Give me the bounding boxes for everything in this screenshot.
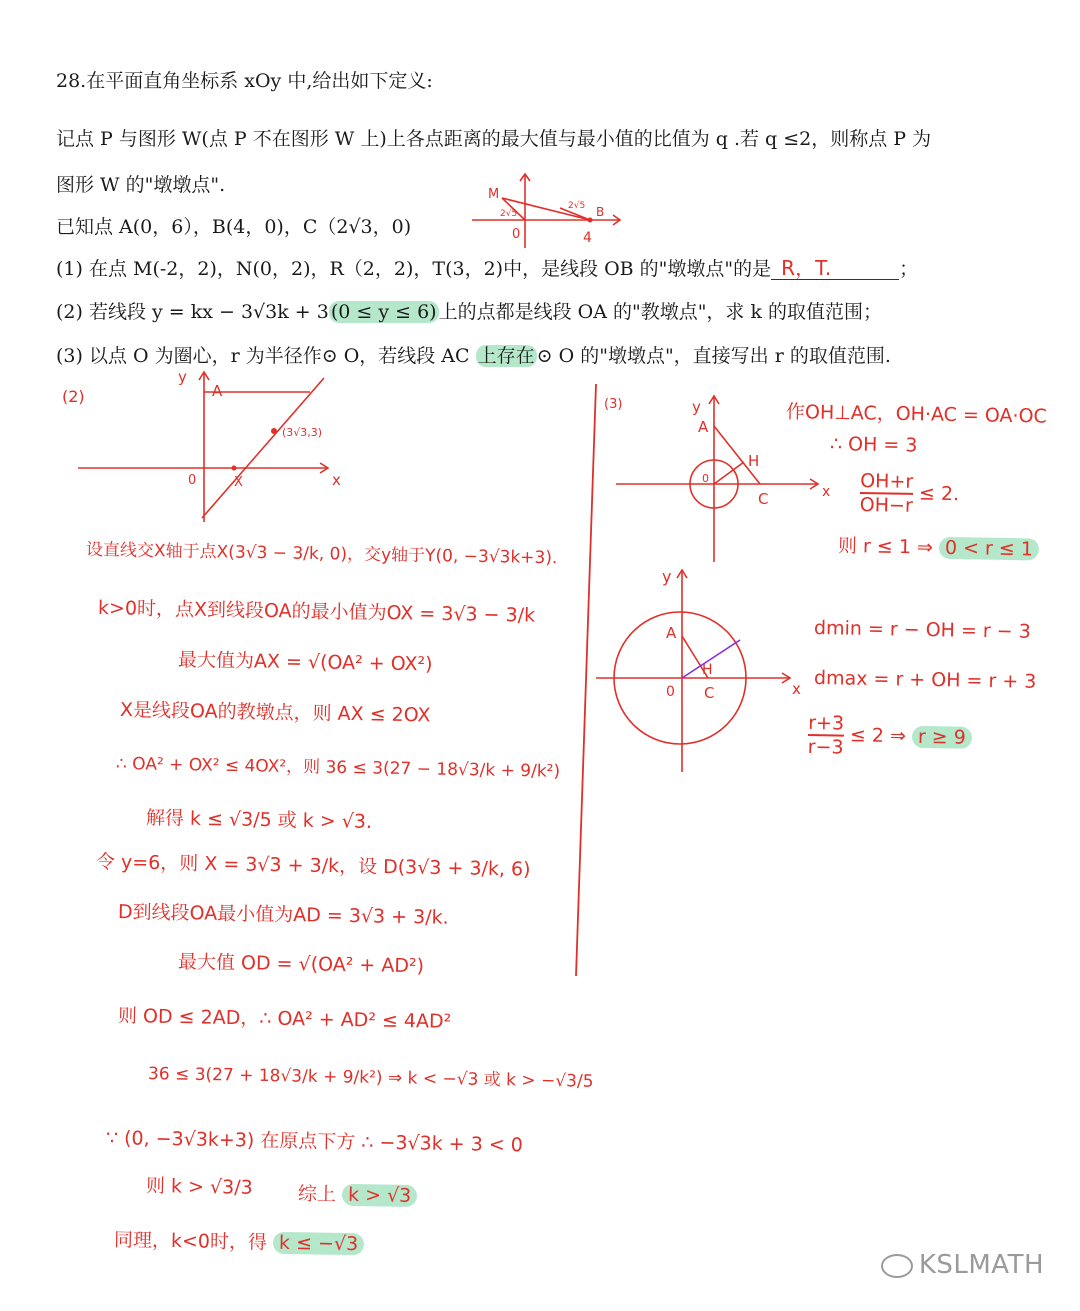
- q3a-label-a: A: [698, 418, 709, 436]
- sol-left-line-13: 则 k > √3/3: [145, 1175, 253, 1199]
- sol-right-answer-1: 0 < r ≤ 1: [939, 537, 1039, 561]
- sol-left-line-8: D到线段OA最小值为AD = 3√3 + 3/k.: [117, 901, 449, 929]
- sol-left-conclusion: [298, 1182, 418, 1208]
- sol-right-fraction-2: [808, 712, 973, 761]
- sol-right-frac-1: [860, 470, 914, 517]
- q3b-label-origin: 0: [666, 684, 675, 700]
- q3-suffix: ⊙ O 的"墩墩点"，直接写出 r 的取值范围.: [536, 345, 891, 367]
- divider-line: [576, 384, 596, 976]
- watermark: [881, 1250, 1044, 1280]
- sol-right-fraction-1: [860, 470, 960, 518]
- sol-left-negative-label: 同理，k<0时，得: [113, 1229, 268, 1254]
- sol-right-frac-2-ineq: ≤ 2 ⇒: [849, 724, 907, 748]
- sol-left-negative-case: [114, 1228, 365, 1256]
- sol-left-line-9: 最大值 OD = √(OA² + AD²): [177, 951, 425, 978]
- sol-left-conclusion-label: 综上: [297, 1183, 337, 1206]
- sol-right-frac-2-den: r−3: [807, 735, 844, 759]
- fig1-label-2sqrt5-a: 2√5: [500, 209, 518, 219]
- sol-left-answer-2: k ≤ −√3: [273, 1232, 364, 1256]
- q3a-label-x: x: [822, 484, 831, 500]
- sol-right-frac-1-den: OH−r: [859, 493, 913, 517]
- sol-left-line-4: X是线段OA的教墩点，则 AX ≤ 2OX: [119, 699, 431, 727]
- q3-highlight: 上存在: [477, 345, 535, 367]
- q3b-label-y: y: [662, 567, 672, 586]
- fig1-label-m: M: [488, 187, 500, 202]
- part-2-label: (2): [62, 387, 85, 406]
- sol-left-line-7: 令 y=6，则 X = 3√3 + 3/k，设 D(3√3 + 3/k, 6): [95, 851, 531, 881]
- problem-title: 28.在平面直角坐标系 xOy 中,给出如下定义:: [56, 70, 433, 92]
- q2-label-x-point: X: [234, 475, 243, 490]
- question-1: [56, 256, 918, 282]
- known-points: 已知点 A(0，6），B(4，0)，C（2√3，0): [56, 216, 412, 238]
- sol-left-answer-1: k > √3: [342, 1184, 418, 1207]
- graph-q2: [56, 364, 356, 524]
- question-2: [56, 299, 882, 325]
- fig1-label-b: B: [596, 205, 605, 219]
- q2-point-x: [232, 466, 237, 471]
- fig1-point-b: [588, 218, 593, 223]
- q2-suffix: 上的点都是线段 OA 的"教墩点"，求 k 的取值范围；: [438, 301, 883, 323]
- sol-left-line-3: 最大值为AX = √(OA² + OX²): [177, 649, 433, 676]
- q3b-label-h: H: [702, 662, 713, 678]
- q2-label-origin: 0: [188, 473, 197, 488]
- q3a-label-c: C: [758, 490, 769, 508]
- sol-left-line-12: ∵ (0, −3√3k+3) 在原点下方 ∴ −3√3k + 3 < 0: [105, 1127, 524, 1157]
- wechat-icon: [881, 1254, 913, 1278]
- q3b-label-c: C: [704, 684, 715, 702]
- definition-line-2: 图形 W 的"墩墩点".: [56, 174, 226, 196]
- q1-suffix: ；: [899, 258, 919, 280]
- sol-left-line-1: 设直线交X轴于点X(3√3 − 3/k, 0)，交y轴于Y(0, −3√3k+3).: [85, 540, 558, 569]
- q2-text: (2) 若线段 y = kx − 3√3k + 3: [56, 301, 329, 323]
- q3b-label-x: x: [792, 680, 801, 698]
- watermark-text: KSLMATH: [918, 1250, 1044, 1280]
- sol-left-line-6: 解得 k ≤ √3/5 或 k > √3.: [145, 807, 373, 833]
- q3a-label-origin: 0: [702, 472, 709, 485]
- q2-point: [271, 428, 277, 434]
- figure-q1: [470, 170, 630, 252]
- definition-line-1: 记点 P 与图形 W(点 P 不在图形 W 上)上各点距离的最大值与最小值的比值为 q .若 q ≤2，则称点 P 为: [56, 128, 932, 150]
- sol-right-dmax: dmax = r + OH = r + 3: [813, 667, 1037, 693]
- sol-left-line-11: 36 ≤ 3(27 + 18√3/k + 9/k²) ⇒ k < −√3 或 k > −√3/5: [147, 1064, 594, 1092]
- graph-q3b: [594, 558, 814, 778]
- sol-left-line-10: 则 OD ≤ 2AD，∴ OA² + AD² ≤ 4AD²: [117, 1005, 452, 1033]
- q2-highlight: (0 ≤ y ≤ 6): [330, 301, 437, 323]
- part-3-label: (3): [604, 397, 623, 412]
- q3a-label-y: y: [692, 398, 701, 416]
- q3a-label-h: H: [748, 452, 760, 470]
- sol-right-line-3-text: 则 r ≤ 1 ⇒: [837, 535, 934, 559]
- q2-label-x: x: [332, 471, 341, 489]
- q2-label-point: (3√3,3): [282, 426, 323, 439]
- fig1-label-2sqrt5-b: 2√5: [568, 201, 586, 211]
- sol-right-frac-2-num: r+3: [808, 712, 845, 735]
- q2-label-a: A: [212, 382, 223, 400]
- sol-right-frac-1-ineq: ≤ 2.: [918, 482, 960, 506]
- sol-left-line-5: ∴ OA² + OX² ≤ 4OX²，则 36 ≤ 3(27 − 18√3/k + 9/k²): [115, 754, 561, 782]
- fig1-label-4: 4: [583, 230, 592, 246]
- sol-right-frac-2: [808, 712, 845, 759]
- fig1-label-origin: 0: [512, 227, 521, 242]
- q2-label-y: y: [178, 368, 187, 386]
- sol-right-dmin: dmin = r − OH = r − 3: [813, 617, 1032, 643]
- q3b-label-a: A: [666, 624, 677, 642]
- q1-text: (1) 在点 M(-2，2)，N(0，2)，R（2，2)，T(3，2)中，是线段 OB 的"墩墩点"的是: [56, 258, 772, 280]
- q3-text: (3) 以点 O 为圈心，r 为半径作⊙ O，若线段 AC: [56, 345, 476, 367]
- sol-right-frac-1-num: OH+r: [860, 470, 914, 493]
- sol-right-line-2: ∴ OH = 3: [829, 433, 918, 457]
- sol-right-line-3: [838, 534, 1039, 562]
- sol-left-line-2: k>0时，点X到线段OA的最小值为OX = 3√3 − 3/k: [97, 597, 536, 627]
- sol-right-line-1: 作OH⊥AC，OH·AC = OA·OC: [785, 401, 1047, 428]
- sol-right-answer-2: r ≥ 9: [912, 725, 972, 748]
- q1-handwritten-answer: R，T.: [771, 257, 899, 280]
